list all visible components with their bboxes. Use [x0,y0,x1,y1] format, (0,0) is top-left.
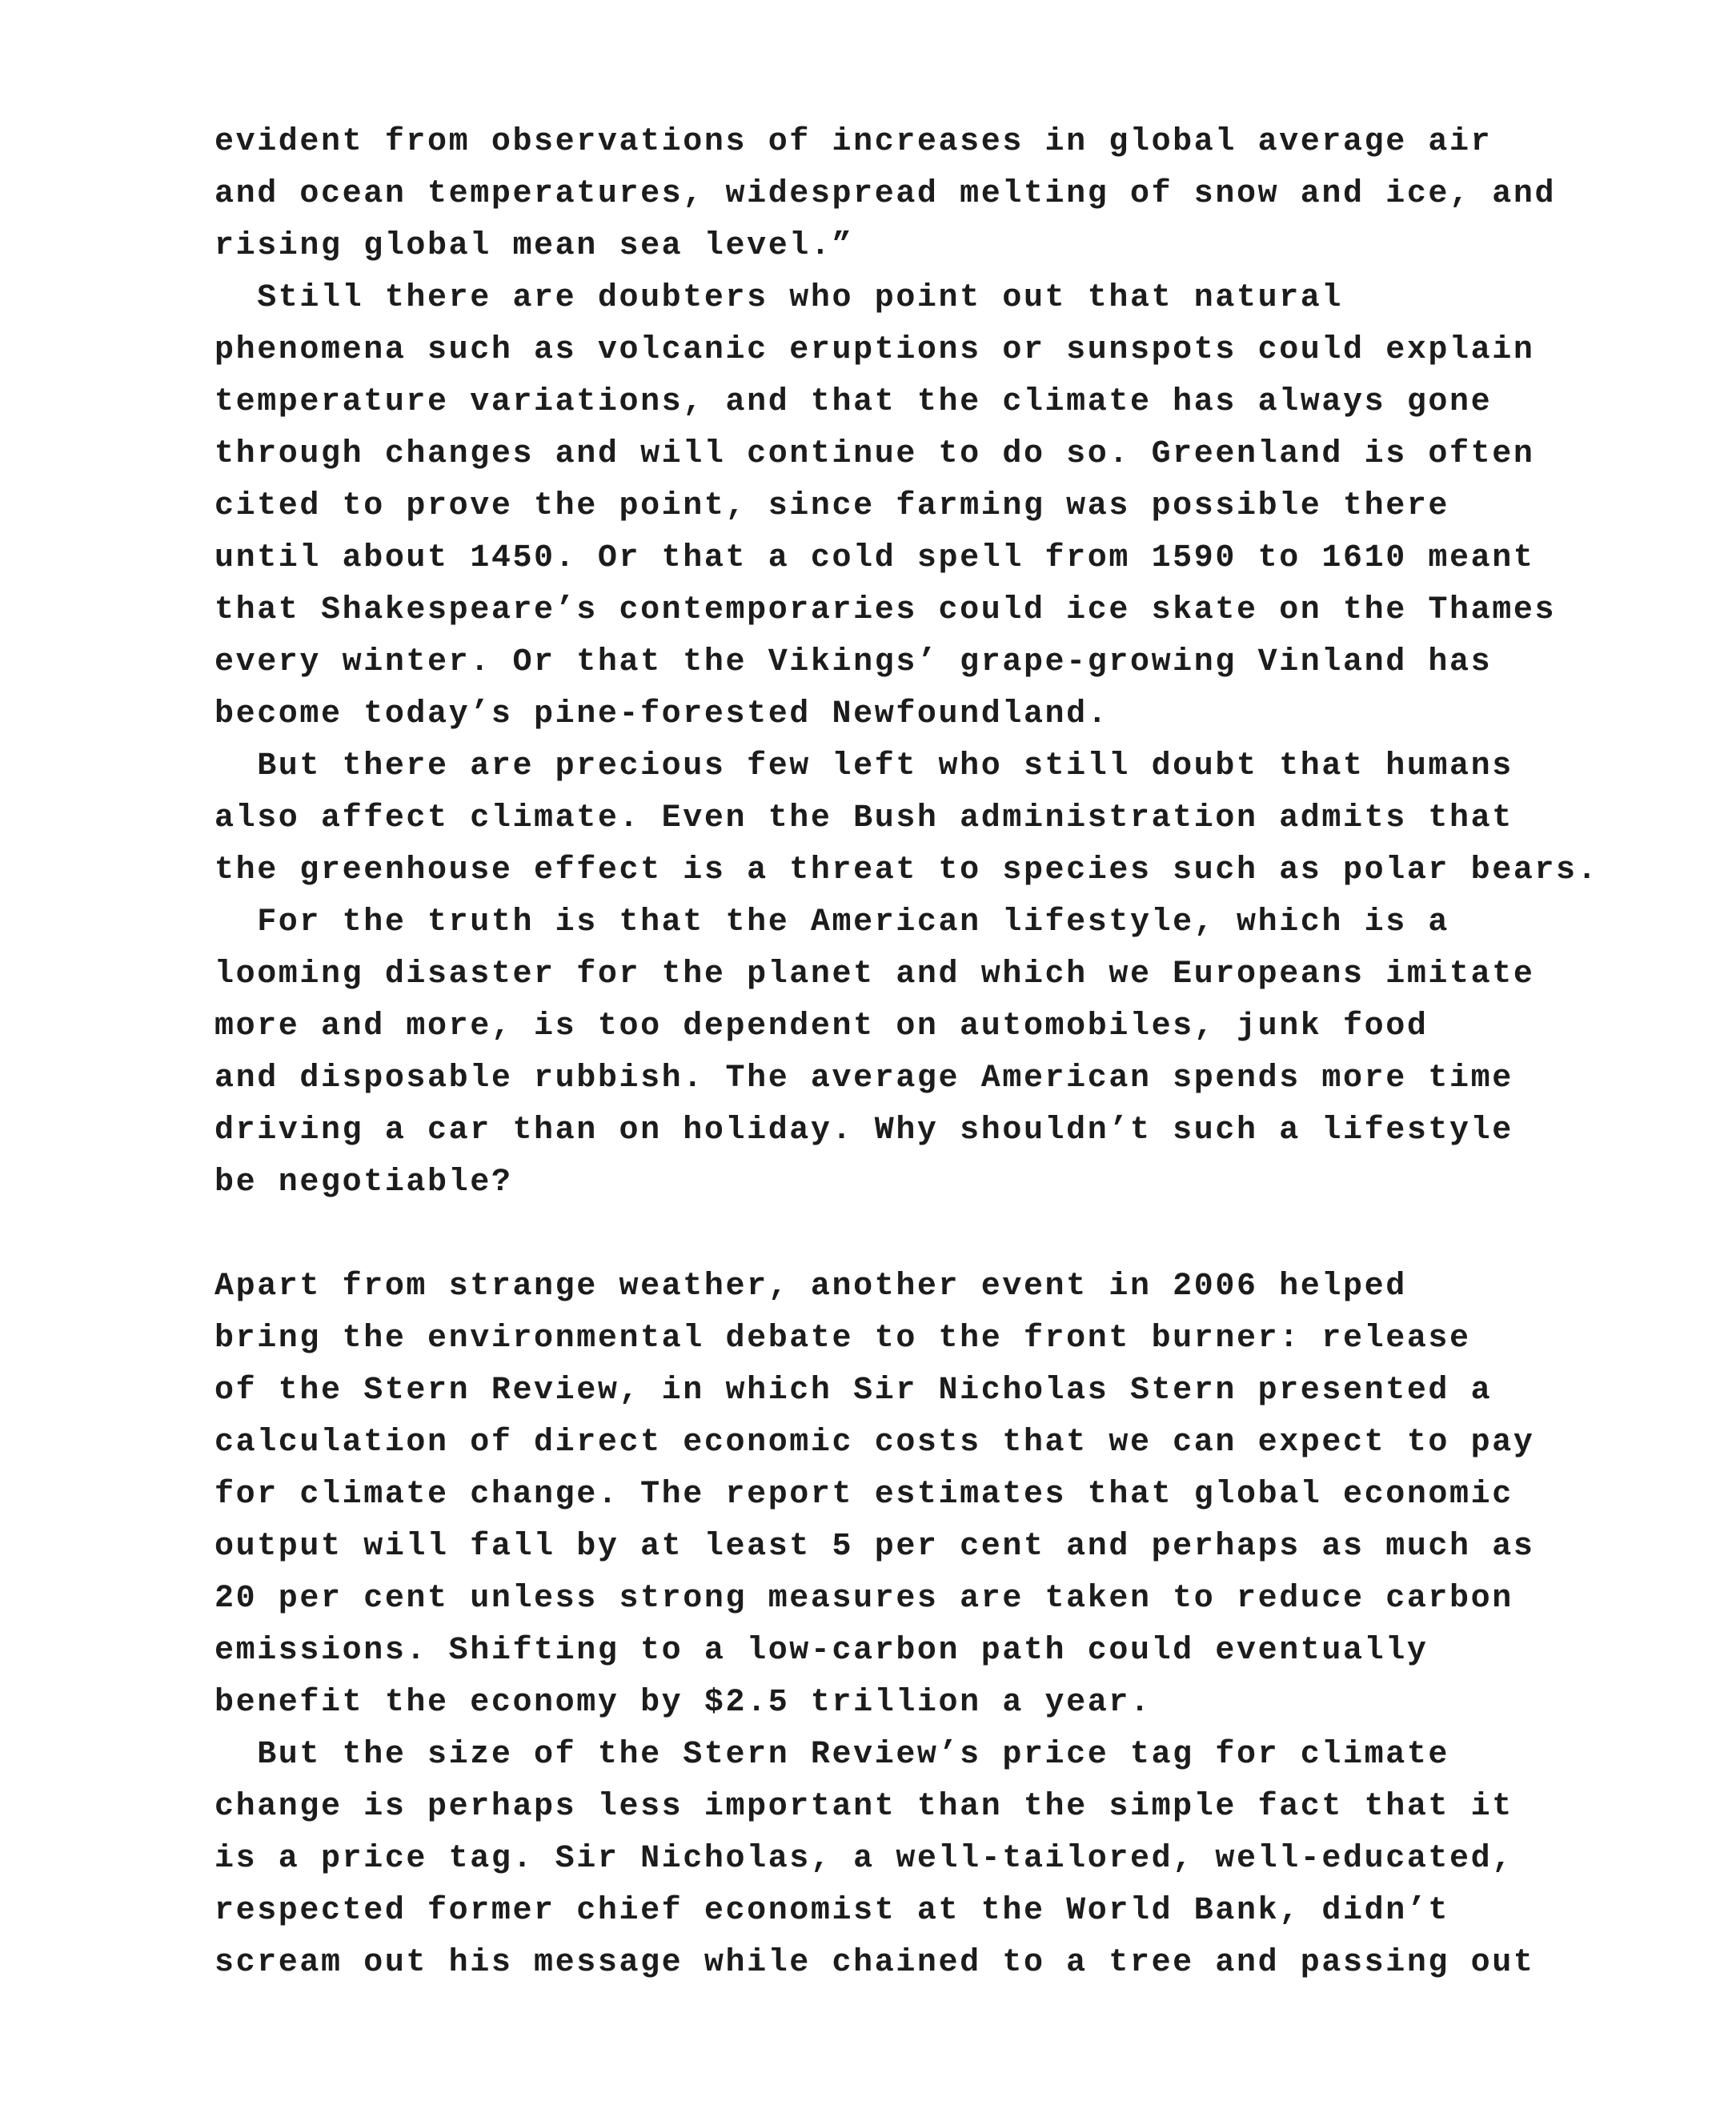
text-line: But the size of the Stern Review’s price tag for climate [214,1737,1450,1773]
text-line: respected former chief economist at the World Bank, didn’t [214,1893,1450,1929]
text-line: also affect climate. Even the Bush administration admits that [214,800,1513,836]
text-line: Apart from strange weather, another event in 2006 helped [214,1269,1407,1305]
text-line: more and more, is too dependent on automobiles, junk food [214,1008,1429,1044]
text-line: cited to prove the point, since farming was possible there [214,488,1450,524]
text-line: calculation of direct economic costs that we can expect to pay [214,1425,1535,1461]
text-line: be negotiable? [214,1165,513,1201]
section-climate-doubters [214,116,1607,1209]
text-line: the greenhouse effect is a threat to species such as polar bears. [214,852,1599,888]
text-line: looming disaster for the planet and which we Europeans imitate [214,956,1535,992]
text-line: benefit the economy by $2.5 trillion a year. [214,1685,1152,1721]
text-line: 20 per cent unless strong measures are taken to reduce carbon [214,1581,1513,1617]
text-line: and ocean temperatures, widespread melting of snow and ice, and [214,176,1557,212]
text-line: rising global mean sea level.” [214,228,854,264]
section-stern-review [214,1261,1607,1989]
text-line: change is perhaps less important than the simple fact that it [214,1789,1513,1825]
text-line: until about 1450. Or that a cold spell from 1590 to 1610 meant [214,540,1535,576]
text-line: that Shakespeare’s contemporaries could ice skate on the Thames [214,592,1557,628]
text-line: emissions. Shifting to a low-carbon path could eventually [214,1633,1429,1669]
section-break [214,1209,1607,1261]
text-line: evident from observations of increases in global average air [214,124,1493,160]
text-line: phenomena such as volcanic eruptions or sunspots could explain [214,332,1535,368]
text-line: become today’s pine-forested Newfoundland. [214,696,1109,732]
text-line: through changes and will continue to do so. Greenland is often [214,436,1535,472]
body-text [214,116,1607,1989]
text-line: for climate change. The report estimates that global economic [214,1477,1513,1513]
text-line: driving a car than on holiday. Why shouldn’t such a lifestyle [214,1113,1513,1149]
text-line: scream out his message while chained to a tree and passing out [214,1945,1535,1981]
text-line: Still there are doubters who point out that natural [214,280,1344,316]
text-line: bring the environmental debate to the front burner: release [214,1321,1471,1357]
text-line: every winter. Or that the Vikings’ grape-growing Vinland has [214,644,1493,680]
text-line: For the truth is that the American lifestyle, which is a [214,904,1450,940]
text-line: output will fall by at least 5 per cent and perhaps as much as [214,1529,1535,1565]
text-line: But there are precious few left who still doubt that humans [214,748,1513,784]
text-line: is a price tag. Sir Nicholas, a well-tailored, well-educated, [214,1841,1513,1877]
text-line: of the Stern Review, in which Sir Nicholas Stern presented a [214,1373,1493,1409]
text-line: and disposable rubbish. The average American spends more time [214,1061,1513,1097]
text-line: temperature variations, and that the climate has always gone [214,384,1493,420]
